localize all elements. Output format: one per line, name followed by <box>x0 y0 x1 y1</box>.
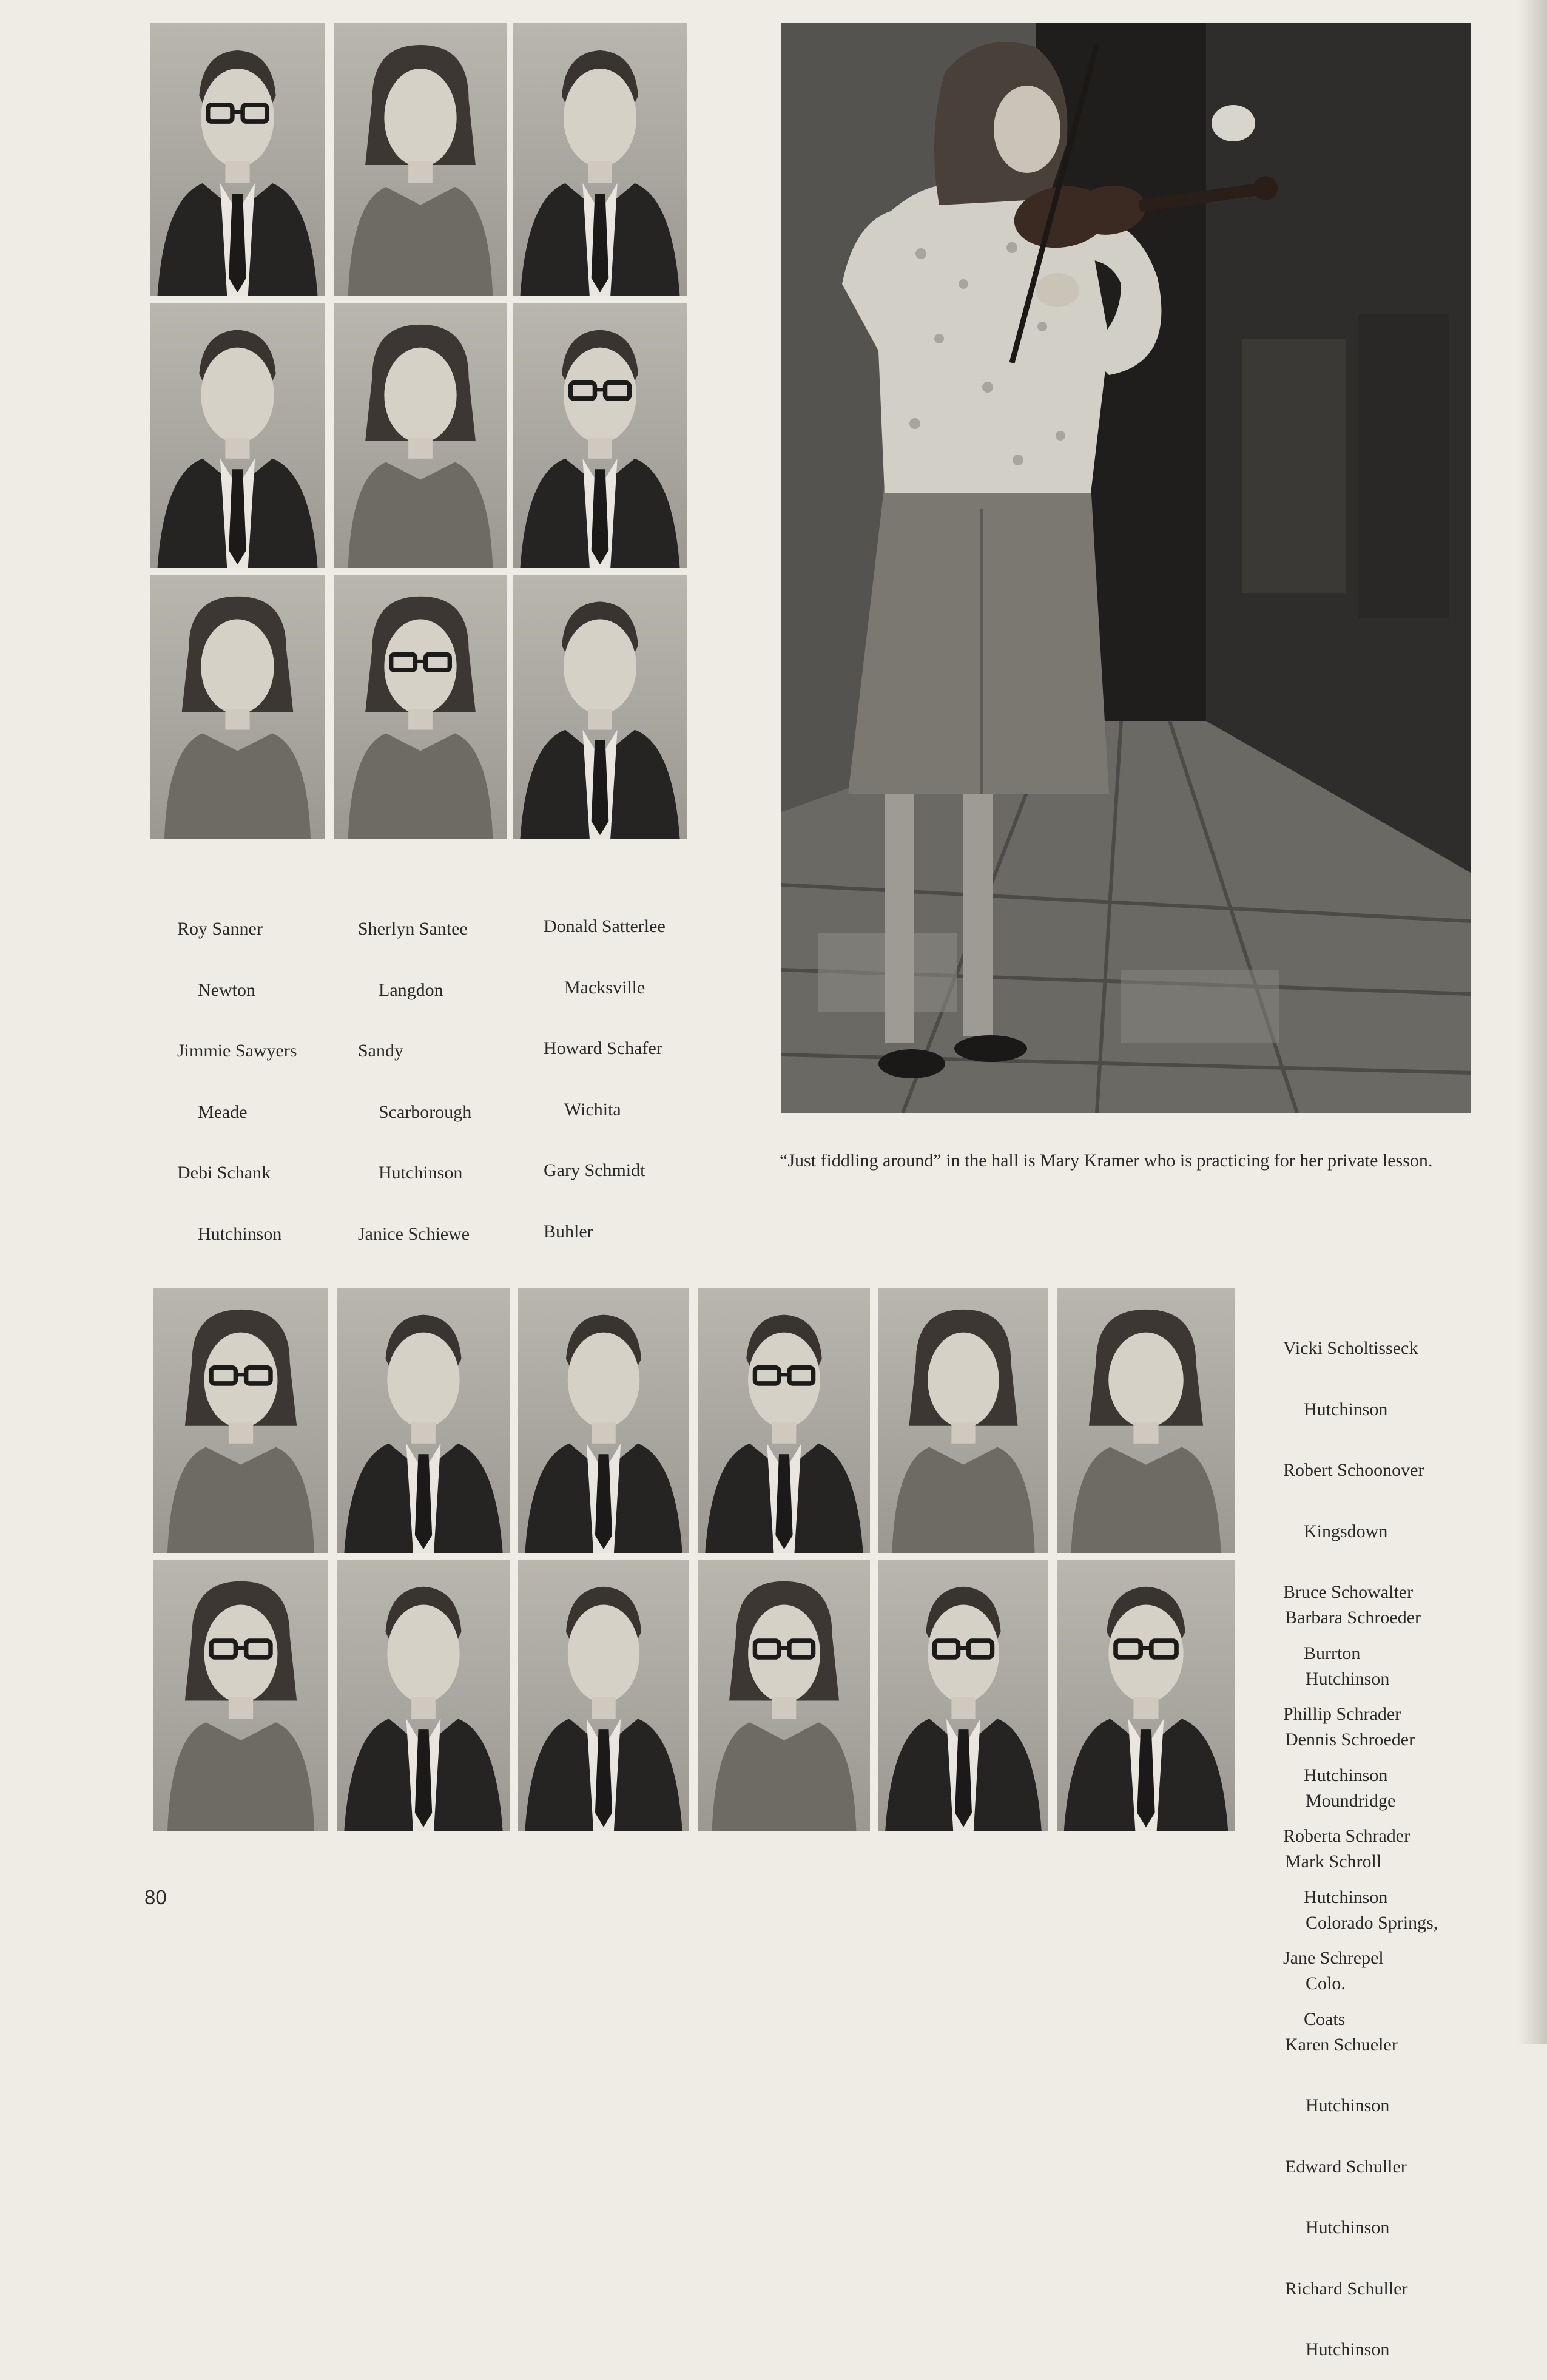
page-edge-shadow <box>1518 0 1547 2044</box>
name-line: Buhler <box>544 1221 593 1242</box>
page-number: 80 <box>144 1886 167 1908</box>
town-line: Hutchinson <box>1306 2217 1390 2237</box>
town-line: Hutchinson <box>198 1223 282 1244</box>
student-portrait <box>337 1560 510 1831</box>
student-portrait <box>334 23 507 296</box>
student-portrait <box>878 1288 1048 1553</box>
name-line: Karen Schueler <box>1285 2034 1398 2055</box>
name-line: Donald Satterlee <box>544 916 666 936</box>
student-portrait <box>513 23 687 296</box>
top-names-column-1 <box>177 878 297 1265</box>
name-line: Sandy <box>358 1041 403 1061</box>
name-line: Barbara Schroeder <box>1285 1608 1421 1628</box>
town-line: Coats <box>1304 2009 1346 2029</box>
top-names-column-2 <box>358 878 471 1325</box>
name-line: Jimmie Sawyers <box>177 1041 297 1061</box>
student-portrait <box>153 1560 328 1831</box>
town-line: Hutchinson <box>1306 2339 1390 2359</box>
town-line: Burrton <box>1304 1643 1361 1663</box>
name-line: Howard Schafer <box>544 1038 662 1058</box>
name-line: Sherlyn Santee <box>358 919 468 939</box>
name-line: Roberta Schrader <box>1283 1826 1410 1846</box>
student-portrait <box>518 1560 689 1831</box>
town-line: Scarborough <box>379 1101 472 1122</box>
town-line: Langdon <box>379 979 443 1000</box>
student-portrait <box>334 303 507 568</box>
feature-photo-violinist <box>781 23 1471 1113</box>
name-line: Gary Schmidt <box>544 1160 645 1180</box>
town-line: Hutchinson <box>1306 2095 1390 2115</box>
name-line: Roy Sanner <box>177 919 263 939</box>
name-line: Vicki Scholtisseck <box>1283 1338 1418 1358</box>
town-line: Colorado Springs, <box>1306 1912 1438 1933</box>
student-portrait <box>150 303 325 568</box>
student-portrait <box>153 1288 328 1553</box>
town-line: Colo. <box>1306 1973 1346 1993</box>
student-portrait <box>1057 1560 1235 1831</box>
student-portrait <box>698 1560 870 1831</box>
town-line: Hutchinson <box>1304 1887 1388 1907</box>
student-portrait <box>334 575 507 839</box>
name-line: Jane Schrepel <box>1283 1948 1384 1968</box>
student-portrait <box>150 575 325 839</box>
town-line: Macksville <box>564 977 645 998</box>
student-portrait <box>513 575 687 839</box>
name-line: Phillip Schrader <box>1283 1704 1401 1724</box>
town-line: Moundridge <box>1306 1790 1396 1811</box>
top-names-column-3 <box>544 876 666 1262</box>
student-portrait <box>698 1288 870 1553</box>
photo-caption: “Just fiddling around” in the hall is Mary Kramer who is practicing for her private lesson. <box>780 1151 1433 1171</box>
name-line: Janice Schiewe <box>358 1223 470 1244</box>
name-line: Mark Schroll <box>1285 1851 1382 1871</box>
name-line: Bruce Schowalter <box>1283 1582 1414 1602</box>
student-portrait <box>878 1560 1048 1831</box>
town-line: Meade <box>198 1101 248 1122</box>
name-line: Robert Schoonover <box>1283 1460 1424 1480</box>
student-portrait <box>513 303 687 568</box>
student-portrait <box>518 1288 689 1553</box>
name-line: Richard Schuller <box>1285 2278 1408 2299</box>
student-portrait <box>1057 1288 1235 1553</box>
student-portrait <box>150 23 325 296</box>
town-line: Hutchinson <box>379 1163 463 1183</box>
name-line: Debi Schank <box>177 1163 271 1183</box>
town-line: Kingsdown <box>1304 1521 1388 1541</box>
town-line: Hutchinson <box>1304 1399 1388 1419</box>
town-line: Hutchinson <box>1306 1668 1390 1689</box>
town-line: Wichita <box>564 1099 621 1120</box>
town-line: Newton <box>198 979 255 1000</box>
name-line: Dennis Schroeder <box>1285 1729 1415 1750</box>
student-portrait <box>337 1288 510 1553</box>
name-line: Edward Schuller <box>1285 2156 1407 2177</box>
bottom-names-row-2 <box>1285 1567 1438 2380</box>
violinist-illustration <box>781 23 1471 1113</box>
town-line: Hutchinson <box>1304 1765 1388 1785</box>
